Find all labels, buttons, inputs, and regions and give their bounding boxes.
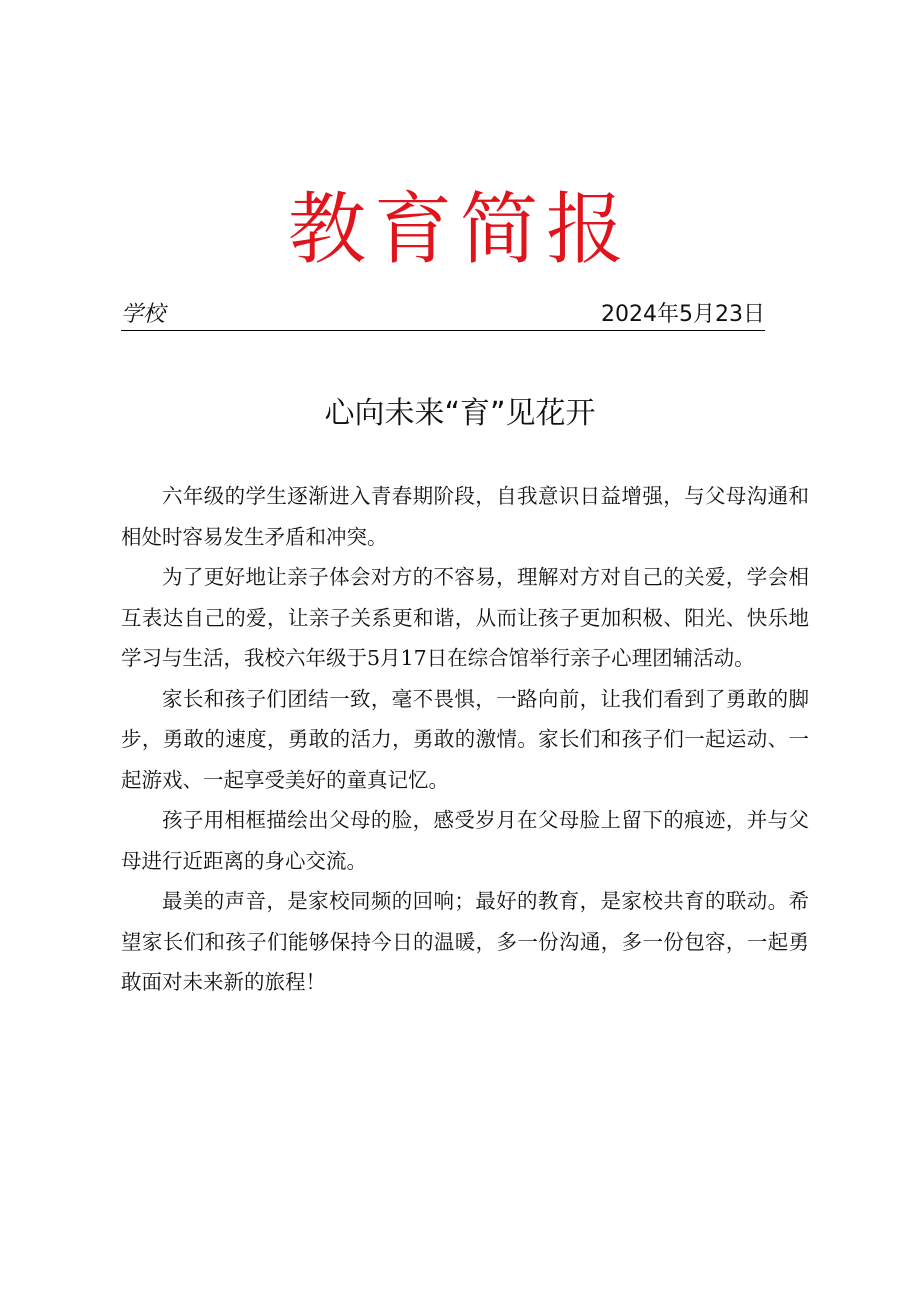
paragraph: 六年级的学生逐渐进入青春期阶段，自我意识日益增强，与父母沟通和相处时容易发生矛盾和冲突。: [121, 484, 809, 549]
article-title: 心向未来“育”见花开: [324, 396, 596, 431]
article-body: [121, 476, 809, 1003]
paragraph: 孩子用相框描绘出父母的脸，感受岁月在父母脸上留下的痕迹，并与父母进行近距离的身心交流。: [121, 808, 809, 873]
school-label: 学校: [121, 302, 166, 327]
masthead-title: 教育简报: [287, 185, 632, 275]
paragraph: 为了更好地让亲子体会对方的不容易，理解对方对自己的关爱，学会相互表达自己的爱，让亲子关系更和谐，从而让孩子更加积极、阳光、快乐地学习与生活，我校六年级于5月17日在综合馆举行亲子心理团辅活动。: [121, 565, 809, 670]
paragraph: 家长和孩子们团结一致，毫不畏惧，一路向前，让我们看到了勇敢的脚步，勇敢的速度，勇敢的活力，勇敢的激情。家长们和孩子们一起运动、一起游戏、一起享受美好的童真记忆。: [121, 686, 809, 792]
meta-line: [121, 300, 765, 331]
issue-date: 2024年5月23日: [601, 302, 765, 327]
paragraph: 最美的声音，是家校同频的回响；最好的教育，是家校共育的联动。希望家长们和孩子们能够保持今日的温暖，多一份沟通，多一份包容，一起勇敢面对未来新的旅程！: [121, 889, 809, 994]
